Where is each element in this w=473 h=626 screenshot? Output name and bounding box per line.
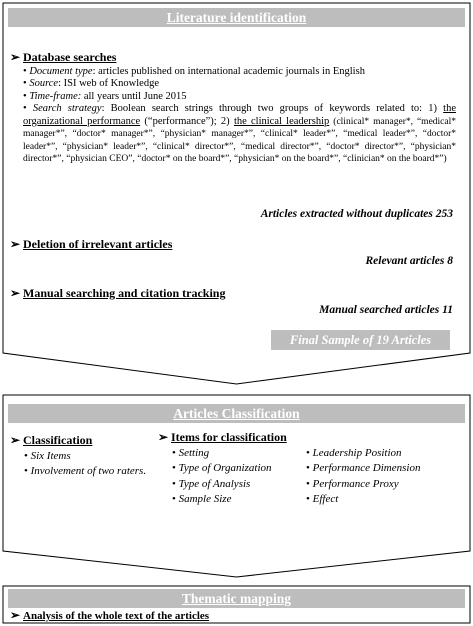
arrowhead-bullet-icon: ➢ [158,430,169,444]
articles-extracted-result: Articles extracted without duplicates 253 [260,208,453,220]
source-line: • Source: ISI web of Knowledge [23,78,159,89]
classification-item: • Involvement of two raters. [24,464,150,480]
arrowhead-bullet-icon: ➢ [10,433,21,447]
keyword-list: (clinical* manager*, “medical* manager*”, “doctor* manager*”, “physician* manager*”, “clinical* leader*”, “medical leader*”, “doctor* leader*”, “physician* leader*”, “clinical* director*”, “medical director*”, “doctor* director*”, “physician* director*”, “physician CEO”, “doctor* on the board*”, “physician* on the board*”, “clinician* on the board*”) [23,116,457,164]
classification-left-column [10,434,150,480]
item-sample-size: • Sample Size [172,492,306,508]
item-effect: • Effect [306,492,420,508]
deletion-heading: Deletion of irrelevant articles [23,237,173,251]
thematic-banner: Thematic mapping [8,589,465,608]
arrowhead-bullet-icon: ➢ [10,608,21,622]
database-searches-section [10,51,456,166]
manual-search-heading: Manual searching and citation tracking [23,286,226,300]
literature-banner: Literature identification [8,8,465,27]
deletion-section [10,238,172,253]
items-for-classification-section [158,431,463,508]
document-type-line: • Document type: articles published on international academic journals in English [23,65,365,77]
arrowhead-bullet-icon: ➢ [10,237,21,251]
item-type-of-organization: • Type of Organization [172,461,306,477]
relevant-articles-result: Relevant articles 8 [365,255,453,267]
item-leadership-position: • Leadership Position [306,446,420,462]
item-performance-proxy: • Performance Proxy [306,477,420,493]
thematic-heading: Analysis of the whole text of the articles [23,610,210,622]
items-heading: Items for classification [171,430,287,444]
classification-banner: Articles Classification [8,404,465,423]
timeframe-line: • Time-frame: all years until June 2015 [23,90,187,102]
manual-searched-result: Manual searched articles 11 [319,304,453,316]
arrowhead-bullet-icon: ➢ [10,286,21,300]
item-performance-dimension: • Performance Dimension [306,461,420,477]
manual-search-section [10,287,225,302]
database-searches-heading: Database searches [23,50,117,64]
search-strategy-line: • Search strategy: Boolean search strings through two groups of keywords related to: 1) the organizational performance (“performance”); 2) the clinical leadership (clinical* manager*, “medical* manager*”, “doctor* manager*”, “physician* manager*”, “clinical* leader*”, “medical leader*”, “doctor* leader*”, “physician* leader*”, “clinical* director*”, “medical director*”, “doctor* director*”, “physician* director*”, “physician CEO”, “doctor* on the board*”, “physician* on the board*”, “clinician* on the board*”) [23,103,457,164]
thematic-section [10,609,209,624]
arrowhead-bullet-icon: ➢ [10,50,21,64]
final-sample-banner: Final Sample of 19 Articles [271,330,450,350]
item-setting: • Setting [172,446,306,462]
classification-item: • Six Items [24,449,150,465]
item-type-of-analysis: • Type of Analysis [172,477,306,493]
classification-heading: Classification [23,433,93,447]
